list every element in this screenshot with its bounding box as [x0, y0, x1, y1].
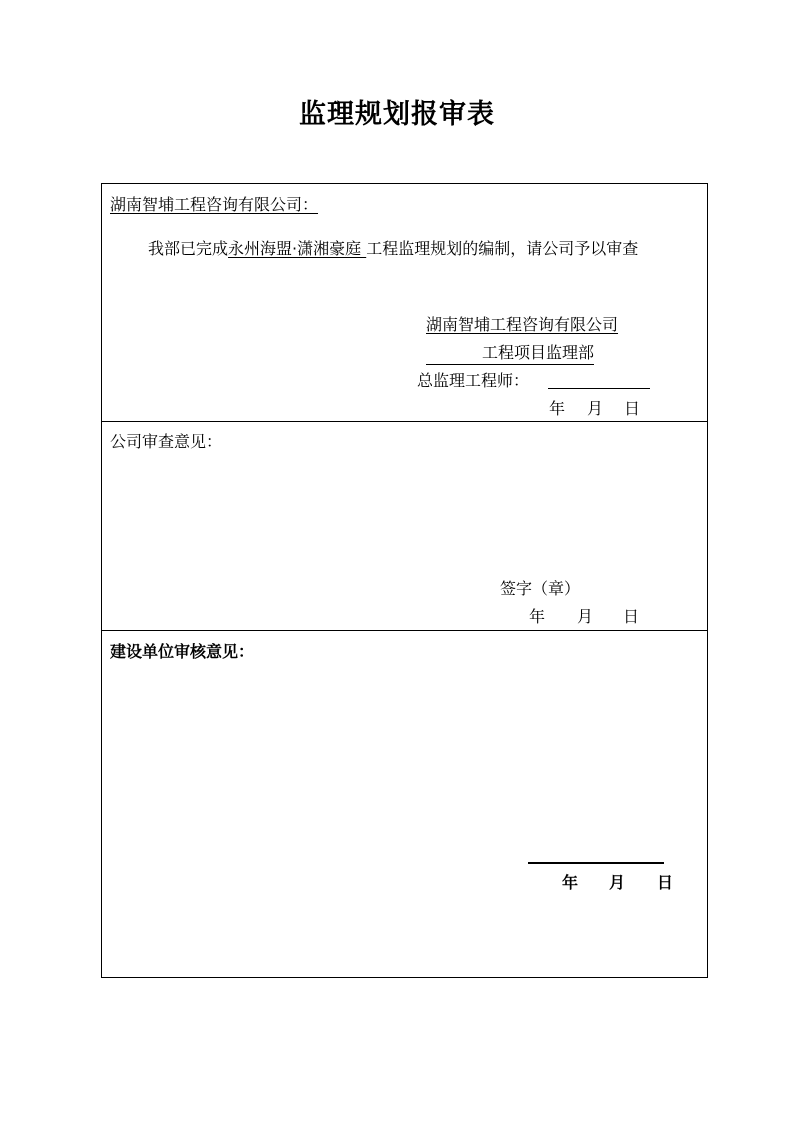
project-department — [426, 342, 594, 365]
company-review-heading: 公司审查意见： — [110, 432, 223, 451]
sec3-date-year: 年 — [562, 873, 579, 892]
signature-stamp-label: 签字（章） — [500, 579, 581, 598]
submission-section — [102, 184, 707, 422]
sec3-date-day: 日 — [657, 873, 674, 892]
review-form-table — [101, 183, 708, 978]
owner-review-section — [102, 631, 707, 978]
statement-prefix: 我部已完成 — [148, 239, 229, 258]
statement-suffix: 工程监理规划的编制，请公司予以审查 — [366, 239, 639, 258]
chief-engineer-signature-line — [548, 388, 650, 389]
project-department-label: 工程项目监理部 — [481, 343, 594, 362]
owner-review-heading: 建设单位审核意见： — [110, 642, 255, 661]
owner-signature-line — [528, 862, 664, 864]
sec1-date-day: 日 — [624, 399, 641, 418]
sec2-date-year: 年 — [529, 607, 546, 626]
sec2-date-day: 日 — [623, 607, 640, 626]
chief-engineer-label: 总监理工程师： — [417, 371, 530, 390]
project-name: 永州海盟·潇湘豪庭 — [228, 239, 367, 258]
document-title: 监理规划报审表 — [299, 99, 495, 130]
sec1-date-year: 年 — [549, 399, 566, 418]
company-review-section — [102, 422, 707, 631]
sec2-date-month: 月 — [577, 607, 594, 626]
sec3-date-month: 月 — [609, 873, 626, 892]
addressee: 湖南智埔工程咨询有限公司： — [110, 195, 319, 214]
supervisor-company: 湖南智埔工程咨询有限公司 — [426, 315, 619, 334]
submission-statement — [148, 238, 638, 260]
sec1-date-month: 月 — [587, 399, 604, 418]
